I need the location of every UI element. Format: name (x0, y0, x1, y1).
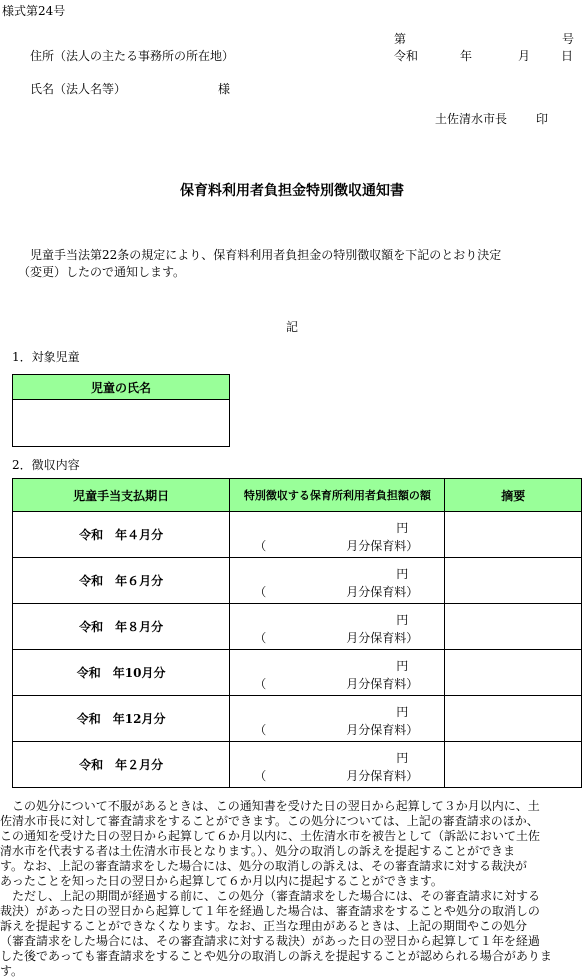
intro-line-2: （変更）したので通知します。 (18, 265, 186, 279)
intro-line-1: 児童手当法第22条の規定により、保育料利用者負担金の特別徴収額を下記のとおり決定 (30, 248, 502, 262)
paren-open: （ (254, 677, 267, 691)
date-day-label: 日 (561, 49, 574, 63)
appeal-notice (0, 799, 584, 979)
notice-line: この通知を受けた日の翌日から起算して６か月以内に、土佐清水市を被告として（訴訟において土佐 (0, 829, 541, 843)
date-month-label: 月 (518, 49, 531, 63)
name-label: 氏名（法人名等） (30, 82, 127, 96)
form-number: 様式第24号 (2, 4, 66, 18)
remarks-cell[interactable] (445, 512, 582, 558)
section-2-heading: 2．徴収内容 (12, 458, 80, 472)
yen-label: 円 (396, 567, 409, 581)
paren-open: （ (254, 723, 267, 737)
seal-mark: 印 (536, 112, 549, 126)
month-fee-label: 月分保育料） (346, 723, 419, 737)
remarks-cell[interactable] (445, 558, 582, 604)
amount-cell[interactable] (230, 558, 445, 604)
amount-cell[interactable] (230, 512, 445, 558)
remarks-cell[interactable] (445, 650, 582, 696)
date-year-label: 年 (460, 49, 473, 63)
page-title: 保育料利用者負担金特別徴収通知書 (180, 183, 404, 199)
table-row (13, 512, 582, 558)
payment-period: 令和 年４月分 (13, 512, 230, 558)
honorific: 様 (218, 82, 231, 96)
month-fee-label: 月分保育料） (346, 539, 419, 553)
yen-label: 円 (396, 705, 409, 719)
paren-open: （ (254, 631, 267, 645)
ki-heading: 記 (285, 320, 298, 334)
document-number-label: 第 (394, 32, 407, 46)
remarks-cell[interactable] (445, 742, 582, 788)
child-name-header: 児童の氏名 (13, 375, 230, 400)
month-fee-label: 月分保育料） (346, 769, 419, 783)
yen-label: 円 (396, 751, 409, 765)
notice-line: この処分について不服があるときは、この通知書を受けた日の翌日から起算して３か月以内に、土 (0, 799, 540, 813)
remarks-cell[interactable] (445, 604, 582, 650)
amount-cell[interactable] (230, 742, 445, 788)
payment-period: 令和 年12月分 (13, 696, 230, 742)
table-row (13, 604, 582, 650)
table-row (13, 742, 582, 788)
child-table (12, 374, 230, 447)
notice-line: 裁決）があった日の翌日から起算して１年を経過した場合は、審査請求をすることや処分の取消しの (0, 904, 540, 918)
document-number-suffix: 号 (562, 32, 575, 46)
notice-line: 訴えを提起することができなくなります。なお、正当な理由があるときは、上記の期間やこの処分 (0, 919, 528, 933)
month-fee-label: 月分保育料） (346, 585, 419, 599)
notice-line: ただし、上記の期間が経過する前に、この処分（審査請求をした場合には、その審査請求に対する (0, 889, 541, 903)
table-row (13, 558, 582, 604)
yen-label: 円 (396, 613, 409, 627)
yen-label: 円 (396, 659, 409, 673)
payment-period: 令和 年２月分 (13, 742, 230, 788)
collection-table (12, 478, 582, 788)
payment-date-header: 児童手当支払期日 (13, 479, 230, 512)
remarks-header: 摘要 (445, 479, 582, 512)
amount-cell[interactable] (230, 650, 445, 696)
amount-cell[interactable] (230, 604, 445, 650)
notice-line: す。なお、上記の審査請求をした場合には、処分の取消しの訴えは、その審査請求に対する裁決が (0, 859, 528, 873)
notice-line: （審査請求をした場合には、その審査請求に対する裁決）があった日の翌日から起算して１年を経過 (0, 934, 540, 948)
notice-line: す。 (0, 964, 24, 978)
child-name-cell[interactable] (13, 400, 230, 447)
table-row (13, 650, 582, 696)
section-1-heading: 1．対象児童 (12, 350, 80, 364)
payment-period: 令和 年８月分 (13, 604, 230, 650)
payment-period: 令和 年10月分 (13, 650, 230, 696)
payment-period: 令和 年６月分 (13, 558, 230, 604)
amount-header: 特別徴収する保育所利用者負担額の額 (230, 479, 445, 512)
month-fee-label: 月分保育料） (346, 677, 419, 691)
notice-line: 佐清水市長に対して審査請求をすることができます。この処分については、上記の審査請求のほか、 (0, 814, 539, 828)
remarks-cell[interactable] (445, 696, 582, 742)
date-era: 令和 (394, 49, 419, 63)
paren-open: （ (254, 539, 267, 553)
paren-open: （ (254, 769, 267, 783)
yen-label: 円 (396, 521, 409, 535)
amount-cell[interactable] (230, 696, 445, 742)
notice-line: した後であっても審査請求をすることや処分の取消しの訴えを提起することが認められる場合がありま (0, 949, 552, 963)
notice-line: あったことを知った日の翌日から起算して６か月以内に提起することができます。 (0, 874, 443, 888)
table-row (13, 696, 582, 742)
notice-line: 清水市を代表する者は土佐清水市長となります。）、処分の取消しの訴えを提起することができま (0, 844, 516, 858)
address-label: 住所（法人の主たる事務所の所在地） (30, 49, 235, 63)
paren-open: （ (254, 585, 267, 599)
month-fee-label: 月分保育料） (346, 631, 419, 645)
issuer-name: 土佐清水市長 (435, 112, 508, 126)
